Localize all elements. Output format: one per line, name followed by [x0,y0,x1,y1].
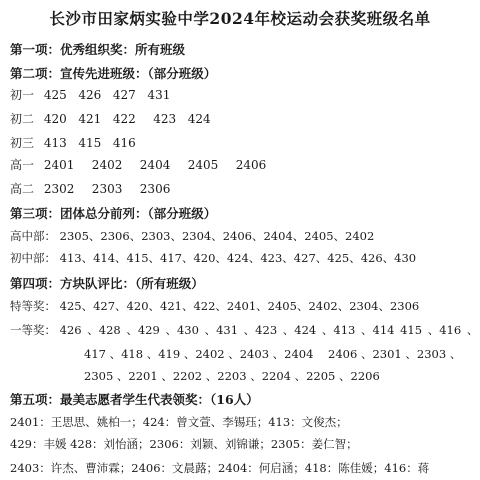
item3-heading: 第三项：团体总分前列：（部分班级） [10,206,217,221]
class-list: 413、414、415、417、420、424、423、427、425、426、430 [59,251,417,265]
class-list: 2401 2402 2404 2405 2406 [43,158,267,172]
division-label: 初中部： [10,251,56,265]
class-list: 2305 、2201 、2202 、2203 、2204 、2205 、2206 [84,369,380,383]
first-prize-label: 一等奖： [10,323,56,337]
list-item: 429：丰媛 428：刘怡涵；2306：刘颖、刘锦谦；2305：姜仁智； [10,437,358,451]
item4-heading: 第四项：方块队评比：（所有班级） [10,276,204,291]
list-item [10,228,374,244]
class-list: 425 426 427 431 [43,88,171,102]
list-item: 2401：王思思、姚柏一；424：曾文萱、李锡珏；413：文俊杰； [10,415,348,429]
list-item: 2403：许杰、曹沛霖；2406：文晨蕗；2404：何启涵；418：陈佳媛；416：蒋 [10,461,430,475]
item1-heading: 第一项：优秀组织奖：所有班级 [10,42,186,57]
division-label: 高中部： [10,229,56,243]
list-item [10,134,136,151]
item2-heading: 第二项：宣传先进班级：（部分班级） [10,66,217,81]
grade-label: 初三 [10,136,35,150]
list-item [10,156,266,173]
special-prize-label: 特等奖： [10,299,56,313]
class-list: 2302 2303 2306 [43,182,171,196]
class-list: 413 415 416 [43,136,136,150]
grade-label: 初一 [10,88,35,102]
list-item [10,110,211,127]
class-list: 2305、2306、2303、2304、2406、2404、2405、2402 [59,229,375,243]
class-list: 426 、428 、429 、430 、431 、423 、424 、413 、414 415 、416 、 [59,323,479,337]
list-item [10,86,170,103]
document-title: 长沙市田家炳实验中学2024年校运动会获奖班级名单 [49,9,431,28]
class-list: 425、427、420、421、422、2401、2405、2402、2304、2306 [59,299,420,313]
grade-label: 高一 [10,158,35,172]
class-list: 420 421 422 423 424 [43,112,211,126]
list-item [10,322,478,338]
grade-label: 高二 [10,182,35,196]
grade-label: 初二 [10,112,35,126]
list-item [10,298,419,314]
list-item [10,180,170,197]
item5-heading: 第五项：最美志愿者学生代表领奖：（16人） [10,392,259,407]
class-list: 417 、418 、419 、2402 、2403 、2404 2406 、2301 、2303 、 [84,347,462,361]
list-item [10,250,416,266]
